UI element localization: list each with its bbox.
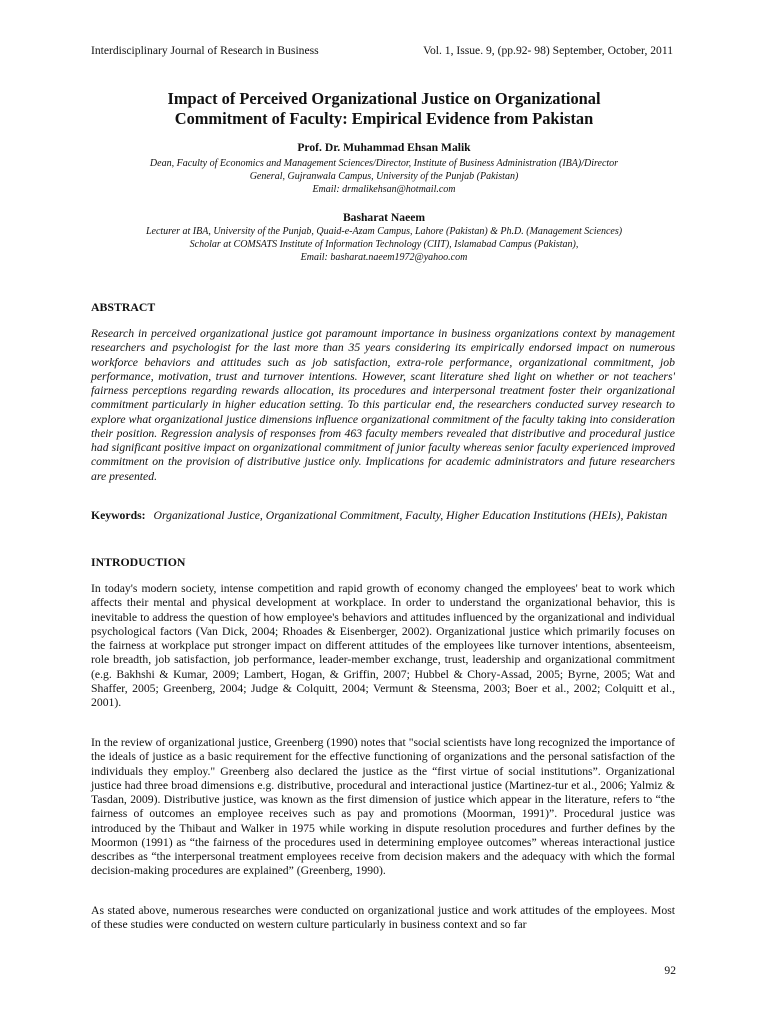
issue-info: Vol. 1, Issue. 9, (pp.92- 98) September, October, 2011 [423, 44, 673, 57]
introduction-paragraph-3: As stated above, numerous researches were conducted on organizational justice and work attitudes of the employees. Most of these studies were conducted on western culture particularly in business context and so far [91, 904, 675, 932]
title-line-2: Commitment of Faculty: Empirical Evidence from Pakistan [174, 109, 594, 128]
abstract-heading: ABSTRACT [91, 300, 156, 314]
author-1-affiliation-line-2: General, Gujranwala Campus, University of the Punjab (Pakistan) [249, 171, 519, 182]
introduction-paragraph-1: In today's modern society, intense competition and rapid growth of economy changed the employees' beat to work which affects their mental and physical development at workplace. In order to understand the organizational behavior, this is inevitable to address the question of how employee's behaviors and attitudes influenced by the organizational and individual psychological factors (Van Dick, 2004; Rhoades & Eisenberger, 2002). Organizational justice which primarily focuses on the fairness at workplace put stronger impact on different attitudes of the employees like turnover intentions, absenteeism, role breadth, job satisfaction, job performance, leader-member exchange, trust, leadership and organizational commitment (e.g. Bakhshi & Kumar, 2009; Lambert, Hogan, & Griffin, 2007; Hubbel & Chory-Assad, 2005; Byrne, 2005; Wat and Shaffer, 2005; Greenberg, 2004; Judge & Colquitt, 2004; Vermunt & Steensma, 2003; Boer et al., 2002; Colquitt et al., 2001). [91, 582, 675, 709]
page-number: 92 [664, 964, 676, 977]
introduction-heading: INTRODUCTION [91, 555, 186, 569]
author-2-email: Email: basharat.naeem1972@yahoo.com [300, 252, 468, 263]
author-1-name: Prof. Dr. Muhammad Ehsan Malik [297, 141, 471, 154]
author-1-affiliation-line-1: Dean, Faculty of Economics and Management Sciences/Director, Institute of Business Administration (IBA)/Director [149, 158, 619, 169]
paper-title [60, 89, 708, 129]
keywords [91, 508, 675, 524]
title-line-1: Impact of Perceived Organizational Justice on Organizational [167, 89, 601, 108]
abstract-text: Research in perceived organizational justice got paramount importance in business organizations context by management researchers and psychologist for the last more than 35 years considering its empirically endorsed impact on numerous workforce behaviors and attitudes such as job satisfaction, extra-role performance, organizational commitment, job performance, motivation, trust and turnover intentions. However, scant literature shed light on whether or not teachers' fairness perceptions regarding rewards allocation, its procedures and interpersonal treatment foster their organizational commitment particularly in higher education setting. To this particular end, the researchers conducted survey research to explore what organizational justice dimensions influence organizational commitment of the faculty taking into consideration their position. Regression analysis of responses from 463 faculty members revealed that distributive and procedural justice had significant positive impact on organizational commitment of junior faculty whereas senior faculty experienced improved commitment on the provision of distributive justice only. Implications for academic administrators and future researchers are presented. [91, 327, 675, 483]
author-1-affiliation [80, 157, 688, 196]
running-header [91, 44, 673, 58]
author-2-affiliation-line-1: Lecturer at IBA, University of the Punjab, Quaid-e-Azam Campus, Lahore (Pakistan) & Ph.D. (Management Sciences) [145, 226, 623, 237]
journal-name: Interdisciplinary Journal of Research in Business [91, 44, 319, 57]
introduction-paragraph-2: In the review of organizational justice, Greenberg (1990) notes that "social scientists have long recognized the importance of the ideals of justice as a basic requirement for the effective functioning of organizations and the personal satisfaction of the individuals they employ." Greenberg also declared the justice as the “first virtue of social institutions”. Organizational justice had three broad dimensions e.g. distributive, procedural and interactional justice (Martinez-tur et al., 2006; Yalmiz & Tasdan, 2009). Distributive justice, was known as the first dimension of justice which appear in the literature, refers to “the fairness of outcomes an employee receives such as pay and promotions (Moorman, 1991)”. Procedural justice was introduced by the Thibaut and Walker in 1975 while working in dispute resolution procedures and further defines by the Moormon (1991) as “the fairness of the procedures used in determining employee outcomes” whereas interactional justice describes as “the interpersonal treatment employees receive from decision makers and the adequacy with which the formal decision-making procedures are explained” (Greenberg, 1990). [91, 736, 675, 878]
author-1-email: Email: drmalikehsan@hotmail.com [312, 184, 456, 195]
keywords-text: Organizational Justice, Organizational Commitment, Faculty, Higher Education Institutions (HEIs), Pakistan [153, 509, 668, 522]
keywords-label: Keywords: [91, 509, 146, 522]
author-2-name: Basharat Naeem [342, 211, 426, 224]
author-2-affiliation [80, 225, 688, 264]
author-2-affiliation-line-2: Scholar at COMSATS Institute of Information Technology (CIIT), Islamabad Campus (Pakistan), [189, 239, 579, 250]
